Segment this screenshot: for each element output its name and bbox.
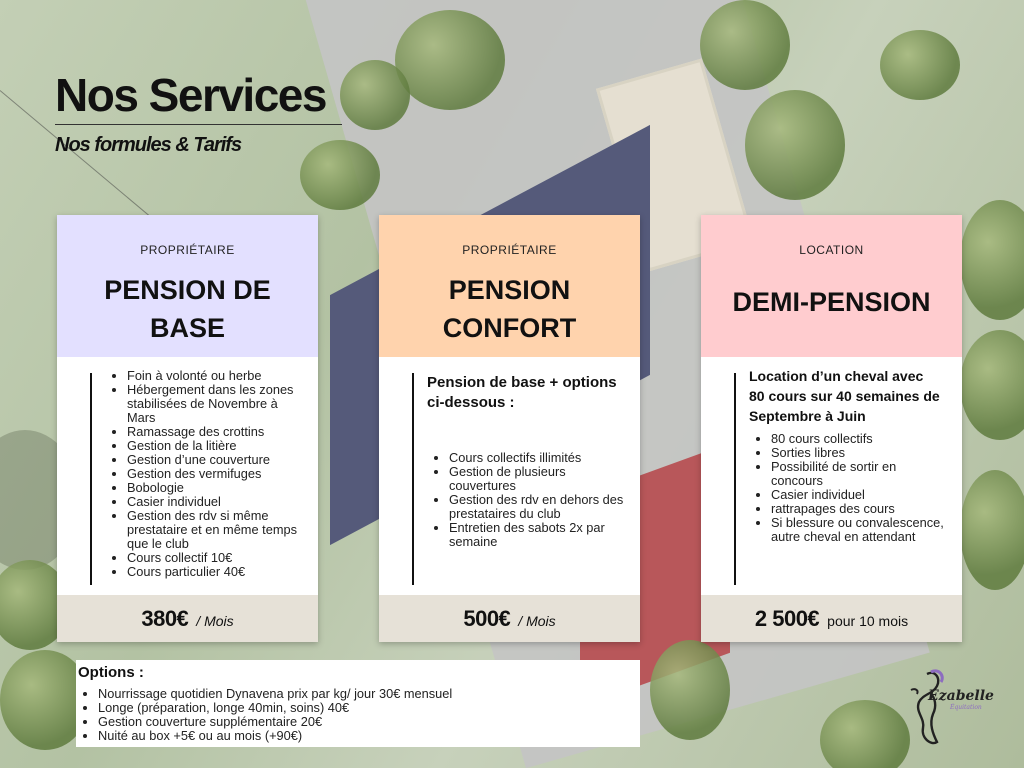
feature-list [771,432,950,544]
price-period: / Mois [196,613,234,629]
card-price-bar [701,595,962,642]
list-item: • Hébergement dans les zones stabilisées de Novembre à Mars [127,383,306,425]
pricing-card-pension-de-base [57,215,318,642]
list-item: • 80 cours collectifs [771,432,950,446]
list-item: • Gestion des rdv en dehors des prestataires du club [449,493,628,521]
card-header [379,215,640,357]
card-intro: Location d’un cheval avec 80 cours sur 40 semaines de Septembre à Juin [749,368,940,424]
logo-tagline: Équitation [950,704,982,711]
vertical-divider [90,373,92,585]
list-item: • Cours collectif 10€ [127,551,306,565]
list-item: • Sorties libres [771,446,950,460]
card-category: PROPRIÉTAIRE [462,243,557,257]
list-item: • Casier individuel [771,488,950,502]
feature-list [449,451,628,549]
price: 380€ [141,605,189,631]
card-intro: Pension de base + options ci-dessous : [427,374,617,411]
card-title: DEMI-PENSION [732,287,931,317]
list-item: • Nourrissage quotidien Dynavena prix par kg/ jour 30€ mensuel [98,687,640,701]
list-item: • Gestion couverture supplémentaire 20€ [98,715,640,729]
vertical-divider [412,373,414,585]
card-title: PENSION DE BASE [104,275,271,343]
list-item: • Gestion des rdv si même prestataire et en même temps que le club [127,509,306,551]
options-title: Options : [78,664,144,681]
card-title: PENSION CONFORT [442,275,577,343]
logo-name: Ezabelle [928,688,994,704]
list-item: • Entretien des sabots 2x par semaine [449,521,628,549]
vertical-divider [734,373,736,585]
list-item: • Gestion de la litière [127,439,306,453]
card-category: LOCATION [799,243,864,257]
card-category: PROPRIÉTAIRE [140,243,235,257]
list-item: • Cours collectifs illimités [449,451,628,465]
list-item: • Cours particulier 40€ [127,565,306,579]
options-list [98,687,640,743]
list-item: • Gestion d’une couverture [127,453,306,467]
title-divider [55,124,342,125]
list-item: • Gestion de plusieurs couvertures [449,465,628,493]
price: 500€ [463,605,511,631]
list-item: • Nuité au box +5€ ou au mois (+90€) [98,729,640,743]
list-item: • Ramassage des crottins [127,425,306,439]
list-item: • Possibilité de sortir en concours [771,460,950,488]
list-item: • Bobologie [127,481,306,495]
card-body [57,357,318,595]
list-item: • Longe (préparation, longe 40min, soins) 40€ [98,701,640,715]
list-item: • Si blessure ou convalescence, autre cheval en attendant [771,516,950,544]
page-subtitle: Nos formules & Tarifs [55,134,242,156]
price-period: pour 10 mois [827,613,909,629]
card-header [701,215,962,357]
price: 2 500€ [754,605,820,631]
list-item: • Casier individuel [127,495,306,509]
pricing-card-pension-confort [379,215,640,642]
pricing-card-demi-pension [701,215,962,642]
list-item: • Gestion des vermifuges [127,467,306,481]
price-period: / Mois [518,613,556,629]
options-box [76,660,640,747]
card-price-bar [57,595,318,642]
page-title: Nos Services [55,69,326,121]
card-body [379,357,640,595]
card-header [57,215,318,357]
list-item: • Foin à volonté ou herbe [127,369,306,383]
card-price-bar [379,595,640,642]
feature-list [127,369,306,579]
card-body [701,357,962,595]
list-item: • rattrapages des cours [771,502,950,516]
